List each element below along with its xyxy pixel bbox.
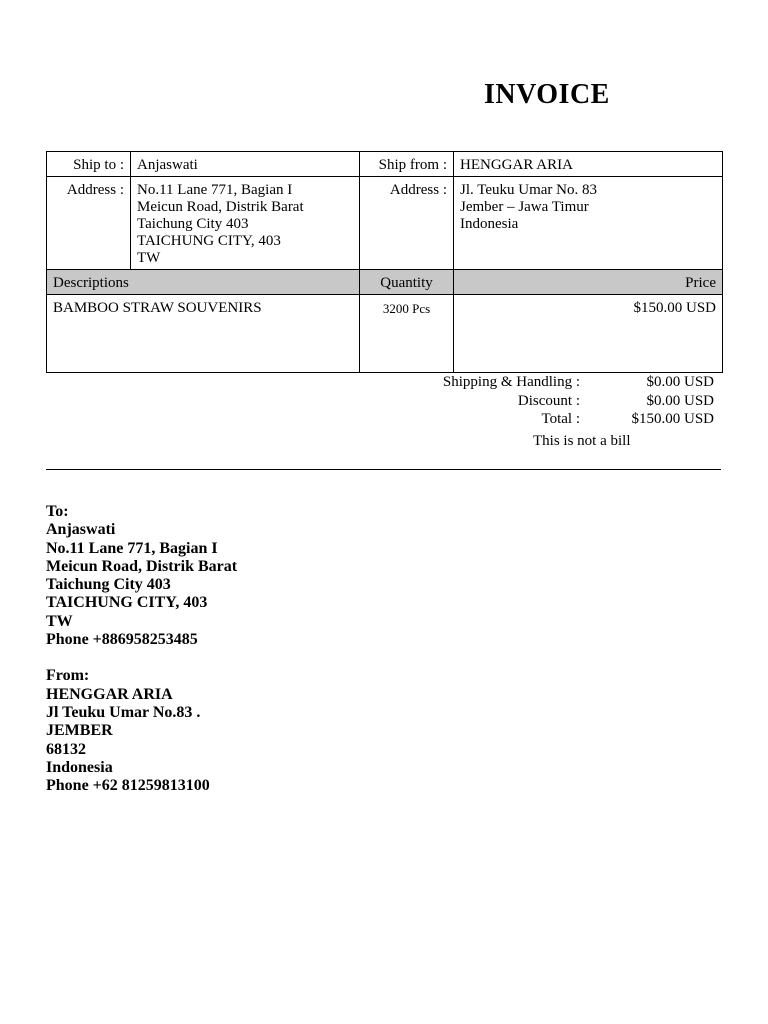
ship-from-address-label: Address :: [360, 177, 454, 270]
discount-value: $0.00 USD: [646, 392, 714, 409]
ship-to-label: Ship to :: [47, 152, 131, 177]
item-description: BAMBOO STRAW SOUVENIRS: [47, 295, 360, 373]
invoice-title: INVOICE: [484, 79, 610, 110]
total-value: $150.00 USD: [631, 411, 714, 427]
from-line: 68132: [46, 740, 86, 758]
ship-to-address-line: Taichung City 403: [137, 216, 249, 232]
header-quantity: Quantity: [360, 270, 454, 295]
to-heading: To:: [46, 503, 69, 520]
ship-from-label: Ship from :: [360, 152, 454, 177]
header-descriptions: Descriptions: [47, 270, 360, 295]
to-line: TW: [46, 612, 73, 630]
from-heading: From:: [46, 667, 90, 685]
to-line: Taichung City 403: [46, 576, 171, 594]
address-row: [47, 177, 723, 270]
discount-row: [380, 392, 714, 411]
to-line: Meicun Road, Distrik Barat: [46, 557, 238, 575]
to-phone: Phone +886958253485: [46, 631, 198, 649]
invoice-table: [46, 151, 723, 373]
label-spacer: [46, 649, 237, 667]
from-line: HENGGAR ARIA: [46, 685, 173, 703]
header-price: Price: [454, 270, 723, 295]
discount-label: Discount :: [517, 392, 580, 409]
to-line: No.11 Lane 771, Bagian I: [46, 539, 218, 557]
ship-to-address-line: No.11 Lane 771, Bagian I: [137, 182, 293, 198]
totals-block: [380, 373, 714, 429]
from-line: Jl Teuku Umar No.83 .: [46, 703, 201, 721]
ship-from-address: [454, 177, 723, 270]
shipping-label-block: [46, 503, 237, 795]
ship-to-address-line: TAICHUNG CITY, 403: [137, 233, 281, 249]
shipping-label: Shipping & Handling :: [442, 374, 580, 390]
items-header-row: [47, 270, 723, 295]
to-line: TAICHUNG CITY, 403: [46, 594, 208, 612]
divider: [46, 469, 721, 470]
ship-from-address-line: Indonesia: [460, 216, 519, 232]
table-row: [47, 295, 723, 373]
total-label: Total :: [541, 411, 580, 427]
from-phone: Phone +62 81259813100: [46, 777, 210, 795]
ship-to-address-line: Meicun Road, Distrik Barat: [137, 199, 304, 215]
ship-to-address-label: Address :: [47, 177, 131, 270]
ship-to-name: Anjaswati: [131, 152, 360, 177]
from-line: JEMBER: [46, 722, 113, 740]
ship-from-address-line: Jl. Teuku Umar No. 83: [460, 182, 597, 198]
ship-name-row: [47, 152, 723, 177]
not-a-bill-note: This is not a bill: [533, 433, 631, 449]
ship-from-name: HENGGAR ARIA: [454, 152, 723, 177]
item-price: $150.00 USD: [454, 295, 723, 373]
from-line: Indonesia: [46, 758, 113, 776]
to-line: Anjaswati: [46, 521, 116, 539]
shipping-value: $0.00 USD: [646, 374, 714, 390]
shipping-row: [380, 373, 714, 392]
ship-to-address-line: TW: [137, 250, 161, 266]
total-row: [380, 410, 714, 429]
item-quantity: 3200 Pcs: [360, 295, 454, 373]
ship-to-address: [131, 177, 360, 270]
ship-from-address-line: Jember – Jawa Timur: [460, 199, 589, 215]
